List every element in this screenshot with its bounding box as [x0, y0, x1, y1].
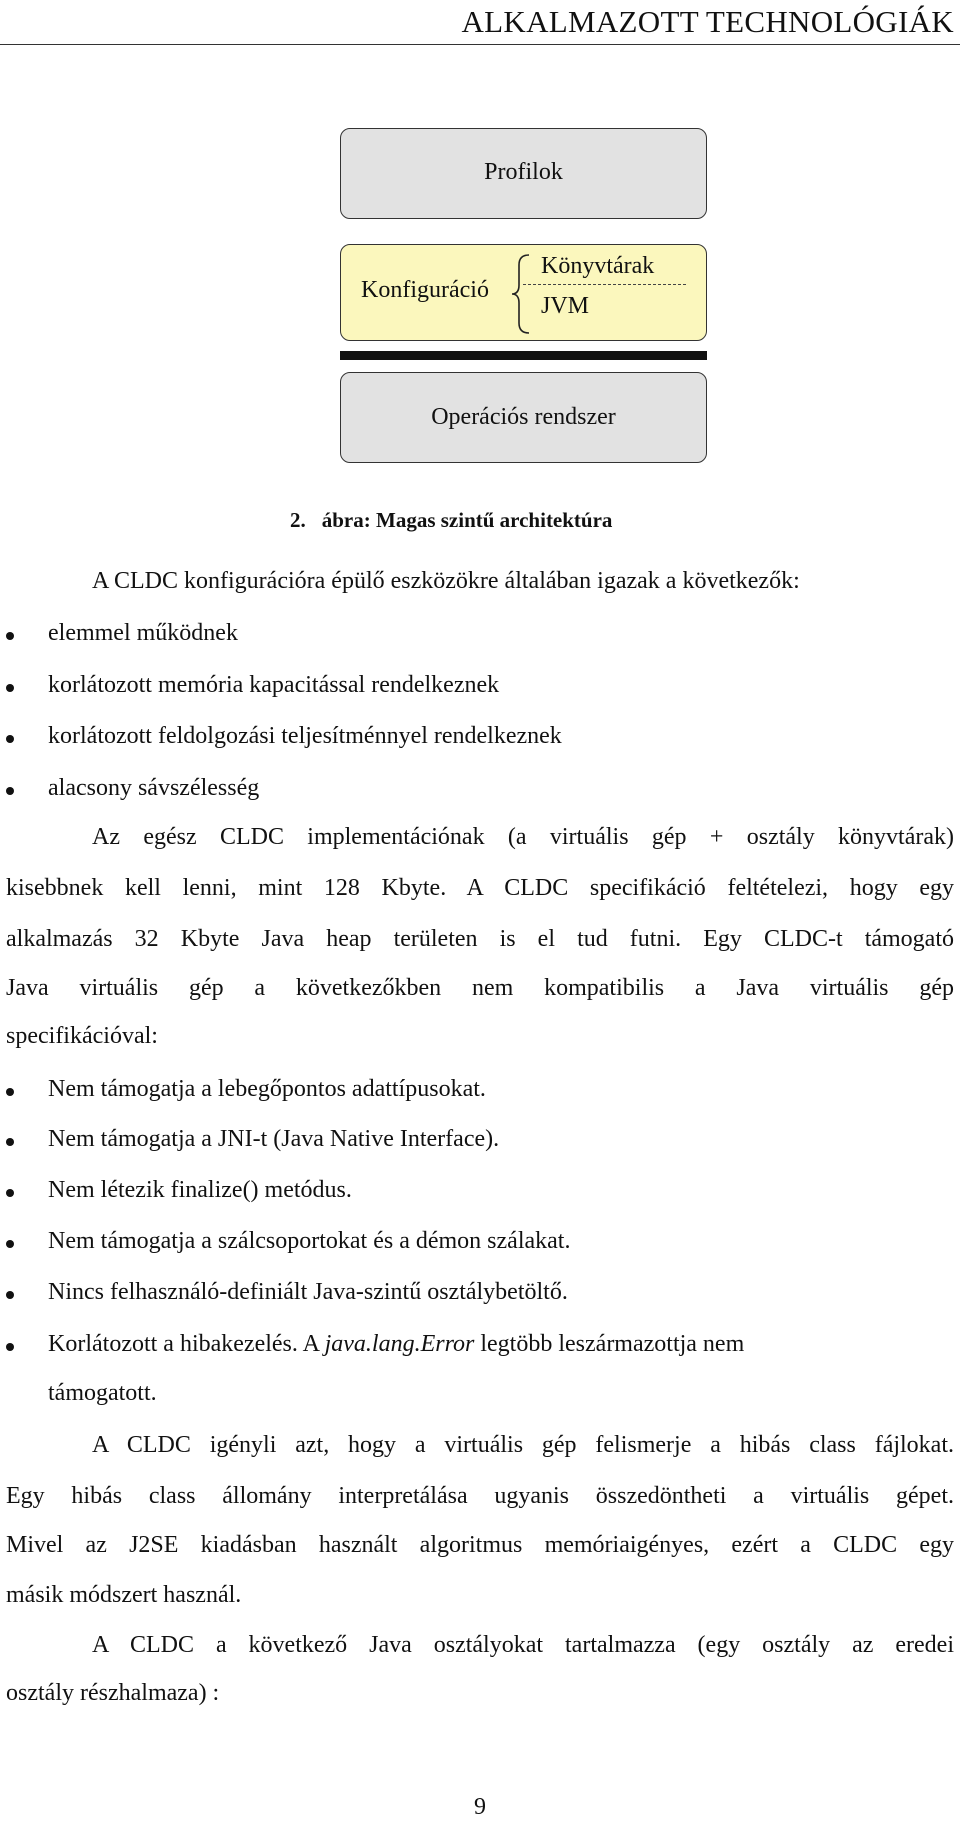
text-line: A CLDC a következő Java osztályokat tartalmazza (egy osztály az eredei: [92, 1632, 954, 1658]
dashed-divider: [523, 284, 686, 285]
jvm-label: JVM: [541, 293, 590, 319]
curly-brace-icon: [511, 253, 531, 335]
text-line: Java virtuális gép a következőkben nem kompatibilis a Java virtuális gép: [6, 975, 954, 1001]
os-label: Operációs rendszer: [431, 404, 616, 430]
layer-separator-bar: [340, 351, 707, 360]
page-number: 9: [474, 1794, 486, 1820]
os-box: [340, 372, 707, 463]
bullet-icon: [6, 735, 14, 743]
text-line: A CLDC igényli azt, hogy a virtuális gép felismerje a hibás class fájlokat.: [92, 1432, 954, 1458]
bullet-icon: [6, 1138, 14, 1146]
text-line: Az egész CLDC implementációnak (a virtuális gép + osztály könyvtárak): [92, 824, 954, 850]
intro-paragraph: A CLDC konfigurációra épülő eszközökre általában igazak a következők:: [92, 568, 800, 594]
bullet-icon: [6, 632, 14, 640]
profiles-box: [340, 128, 707, 219]
text-line: alkalmazás 32 Kbyte Java heap területen is el tud futni. Egy CLDC-t támogató: [6, 926, 954, 952]
bullet-icon: [6, 787, 14, 795]
text-line: Egy hibás class állomány interpretálása ugyanis összedöntheti a virtuális gépet.: [6, 1483, 954, 1509]
text-line: specifikációval:: [6, 1023, 158, 1049]
figure-caption-number: 2.: [290, 508, 306, 532]
configuration-box: [340, 244, 707, 341]
header-rule: [0, 44, 960, 45]
text-line: Mivel az J2SE kiadásban használt algoritmus memóriaigényes, ezért a CLDC egy: [6, 1532, 954, 1558]
profiles-label: Profilok: [484, 159, 563, 185]
bullet-icon: [6, 1291, 14, 1299]
figure-caption-text: ábra: Magas szintű architektúra: [321, 508, 613, 532]
running-header: ALKALMAZOTT TECHNOLÓGIÁK: [461, 4, 954, 39]
bullet-icon: [6, 684, 14, 692]
bullet-icon: [6, 1240, 14, 1248]
libraries-label: Könyvtárak: [541, 253, 655, 279]
text-line: másik módszert használ.: [6, 1582, 242, 1608]
text-line: osztály részhalmaza) :: [6, 1680, 220, 1706]
configuration-label: Konfiguráció: [361, 277, 489, 303]
code-term: java.lang.Error: [324, 1331, 475, 1357]
bullet-icon: [6, 1343, 14, 1351]
bullet-icon: [6, 1189, 14, 1197]
text-line: kisebbnek kell lenni, mint 128 Kbyte. A CLDC specifikáció feltételezi, hogy egy: [6, 875, 954, 901]
figure-caption: [290, 508, 612, 533]
bullet-icon: [6, 1088, 14, 1096]
